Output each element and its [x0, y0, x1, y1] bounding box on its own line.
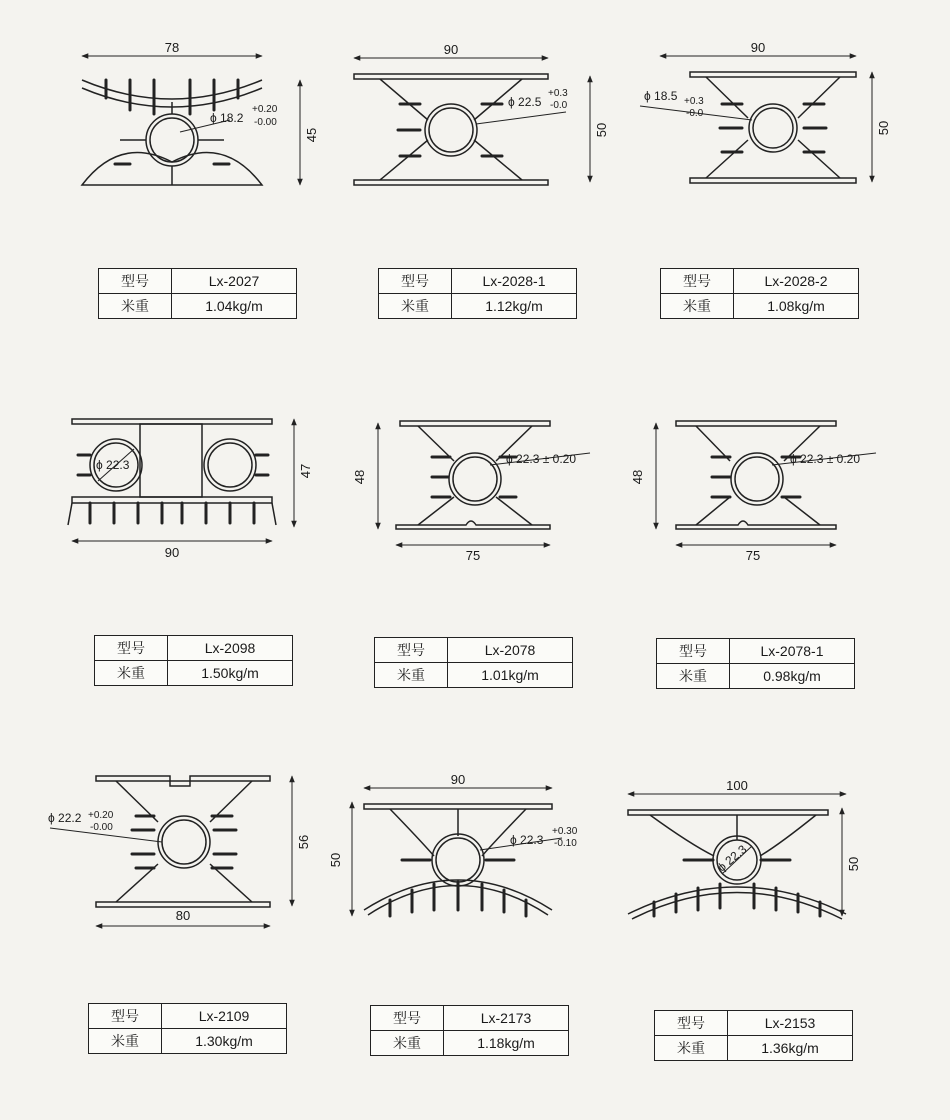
profile-drawing-lx-2027 — [60, 40, 360, 270]
spec-table-lx-2109 — [88, 1003, 287, 1054]
model-value: Lx-2028-2 — [734, 269, 859, 294]
dim-height: 50 — [594, 122, 609, 138]
weight-value: 1.01kg/m — [448, 663, 573, 688]
weight-value: 1.08kg/m — [734, 294, 859, 319]
dim-width: 90 — [164, 545, 180, 560]
profile-drawing-lx-2098 — [60, 405, 360, 635]
tol-minus: -0.0 — [550, 100, 568, 111]
spec-table-lx-2028-1 — [378, 268, 577, 319]
dim-height: 47 — [298, 463, 313, 479]
dim-height: 45 — [304, 127, 319, 143]
label-weight: 米重 — [95, 661, 168, 686]
model-value: Lx-2153 — [728, 1011, 853, 1036]
tol-phi: ϕ 22.3 — [714, 842, 750, 875]
dim-height: 48 — [630, 469, 645, 485]
tol-phi: ϕ 18.2 — [210, 111, 244, 125]
label-model: 型号 — [89, 1004, 162, 1029]
dim-width: 90 — [443, 42, 459, 57]
label-weight: 米重 — [371, 1031, 444, 1056]
spec-table-lx-2027 — [98, 268, 297, 319]
model-value: Lx-2109 — [162, 1004, 287, 1029]
tol-phi: ϕ 22.3 ± 0.20 — [790, 452, 861, 466]
weight-value: 1.12kg/m — [452, 294, 577, 319]
dim-width: 90 — [750, 40, 766, 55]
profile-drawing-lx-2153 — [620, 760, 920, 990]
dim-width: 80 — [175, 908, 191, 923]
tol-plus: +0.20 — [252, 104, 278, 115]
tol-phi: ϕ 22.5 — [508, 95, 542, 109]
label-model: 型号 — [375, 638, 448, 663]
profile-card-lx-2173 — [330, 760, 630, 1120]
label-model: 型号 — [95, 636, 168, 661]
dim-height: 50 — [328, 852, 343, 868]
label-weight: 米重 — [661, 294, 734, 319]
label-weight: 米重 — [655, 1036, 728, 1061]
spec-table-lx-2153 — [654, 1010, 853, 1061]
tol-phi: ϕ 22.3 — [96, 458, 130, 472]
label-weight: 米重 — [99, 294, 172, 319]
profile-card-lx-2109 — [40, 760, 340, 1120]
profile-card-lx-2028-1 — [340, 40, 640, 400]
dim-width: 75 — [465, 548, 481, 563]
tol-phi: ϕ 18.5 — [644, 89, 678, 103]
dim-height: 48 — [352, 469, 367, 485]
profile-drawing-lx-2078-1 — [630, 405, 930, 635]
dim-width: 100 — [726, 778, 748, 793]
tol-minus: -0.00 — [90, 822, 113, 833]
profile-drawing-lx-2078 — [340, 405, 640, 635]
profile-drawing-lx-2028-1 — [340, 40, 640, 270]
weight-value: 0.98kg/m — [730, 664, 855, 689]
profile-card-lx-2153 — [620, 760, 920, 1120]
label-weight: 米重 — [657, 664, 730, 689]
tol-minus: -0.0 — [686, 108, 704, 119]
dim-width: 75 — [745, 548, 761, 563]
label-model: 型号 — [371, 1006, 444, 1031]
spec-table-lx-2173 — [370, 1005, 569, 1056]
profile-drawing-lx-2109 — [40, 760, 340, 990]
profile-card-lx-2078-1 — [630, 405, 930, 765]
spec-table-lx-2098 — [94, 635, 293, 686]
spec-table-lx-2078 — [374, 637, 573, 688]
weight-value: 1.04kg/m — [172, 294, 297, 319]
spec-table-lx-2028-2 — [660, 268, 859, 319]
model-value: Lx-2078-1 — [730, 639, 855, 664]
dim-width: 90 — [450, 772, 466, 787]
weight-value: 1.50kg/m — [168, 661, 293, 686]
tol-plus: +0.30 — [552, 826, 578, 837]
model-value: Lx-2098 — [168, 636, 293, 661]
label-model: 型号 — [99, 269, 172, 294]
model-value: Lx-2173 — [444, 1006, 569, 1031]
dim-width: 78 — [164, 40, 180, 55]
profile-drawing-lx-2173 — [330, 760, 630, 990]
dim-height: 56 — [296, 834, 311, 850]
model-value: Lx-2028-1 — [452, 269, 577, 294]
weight-value: 1.30kg/m — [162, 1029, 287, 1054]
weight-value: 1.18kg/m — [444, 1031, 569, 1056]
tol-plus: +0.3 — [548, 88, 568, 99]
tol-minus: -0.10 — [554, 838, 577, 849]
profile-card-lx-2028-2 — [630, 40, 930, 400]
profile-card-lx-2078 — [340, 405, 640, 765]
tol-phi: ϕ 22.3 — [510, 833, 544, 847]
weight-value: 1.36kg/m — [728, 1036, 853, 1061]
label-model: 型号 — [657, 639, 730, 664]
label-model: 型号 — [661, 269, 734, 294]
tol-phi: ϕ 22.2 — [48, 811, 82, 825]
label-model: 型号 — [655, 1011, 728, 1036]
model-value: Lx-2078 — [448, 638, 573, 663]
tol-minus: -0.00 — [254, 117, 277, 128]
spec-table-lx-2078-1 — [656, 638, 855, 689]
profile-drawing-lx-2028-2 — [630, 40, 930, 270]
profile-card-lx-2027 — [60, 40, 360, 400]
dim-height: 50 — [876, 120, 891, 136]
label-weight: 米重 — [379, 294, 452, 319]
label-weight: 米重 — [89, 1029, 162, 1054]
tol-plus: +0.20 — [88, 810, 114, 821]
label-model: 型号 — [379, 269, 452, 294]
tol-plus: +0.3 — [684, 96, 704, 107]
model-value: Lx-2027 — [172, 269, 297, 294]
profile-card-lx-2098 — [60, 405, 360, 765]
label-weight: 米重 — [375, 663, 448, 688]
tol-phi: ϕ 22.3 ± 0.20 — [506, 452, 577, 466]
dim-height: 50 — [846, 856, 861, 872]
